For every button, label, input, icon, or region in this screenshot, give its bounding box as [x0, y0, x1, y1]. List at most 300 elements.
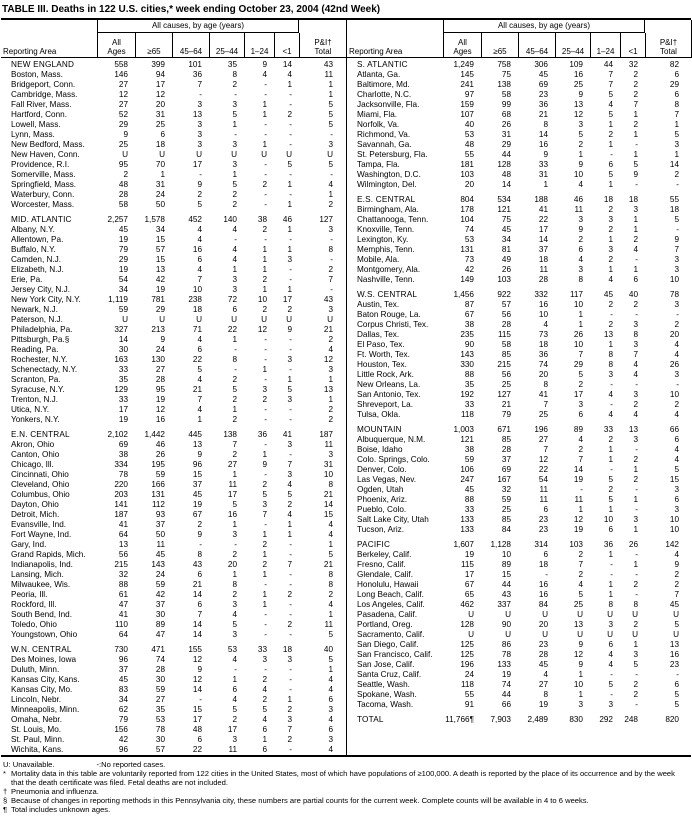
cell-value: 104 [460, 215, 474, 224]
cell-value: 48 [118, 180, 128, 189]
cell-value: 4 [197, 405, 202, 414]
cell-value: 2 [232, 715, 237, 724]
cell-value: 34 [155, 225, 165, 234]
cell-value: 1 [578, 320, 583, 329]
cell-value: 33 [118, 395, 128, 404]
cell-value: 9 [123, 130, 128, 139]
cell-value: 30 [155, 735, 165, 744]
cell-value: 7 [197, 275, 202, 284]
reporting-area-label: Cleveland, Ohio [11, 480, 70, 489]
table-row [347, 380, 692, 390]
cell-value: 3 [197, 130, 202, 139]
cell-value: 3 [197, 120, 202, 129]
cell-value: 47 [155, 630, 165, 639]
cell-value: 8 [328, 580, 333, 589]
region-section [347, 540, 692, 710]
cell-value: 5 [328, 655, 333, 664]
cell-value: 89 [501, 560, 511, 569]
cell-value: 20 [155, 100, 165, 109]
section-total-row [347, 195, 692, 205]
reporting-area-label: El Paso, Tex. [357, 340, 405, 349]
cell-value: 18 [155, 140, 165, 149]
cell-value: 2 [674, 170, 679, 179]
cell-value: U [673, 610, 679, 619]
cell-value: 3 [608, 700, 613, 709]
cell-value: 1 [633, 265, 638, 274]
cell-value: - [289, 450, 292, 459]
cell-value: 7 [197, 395, 202, 404]
cell-value: 9 [197, 530, 202, 539]
footnote-marker: § [3, 796, 8, 805]
cell-value: 2 [287, 590, 292, 599]
cell-value: 5 [578, 370, 583, 379]
reporting-area-label: Providence, R.I. [11, 160, 70, 169]
cell-value: 18 [628, 195, 638, 204]
cell-value: 15 [155, 235, 165, 244]
cell-value: 238 [188, 295, 202, 304]
cell-value: - [676, 180, 679, 189]
cell-value: 4 [232, 695, 237, 704]
cell-value: 241 [460, 80, 474, 89]
cell-value: 5 [674, 620, 679, 629]
cell-value: 1 [633, 150, 638, 159]
reporting-area-label: Colo. Springs, Colo. [357, 455, 430, 464]
cell-value: 91 [464, 700, 474, 709]
cell-value: 7 [287, 560, 292, 569]
cell-value: 4 [262, 685, 267, 694]
cell-value: 27 [155, 365, 165, 374]
cell-value: 117 [569, 290, 583, 299]
table-row [347, 600, 692, 610]
region-section [347, 290, 692, 420]
cell-value: 5 [232, 385, 237, 394]
cell-value: 2 [633, 475, 638, 484]
column-header-label: 45–64 [179, 47, 203, 56]
cell-value: 19 [118, 235, 128, 244]
cell-value: - [264, 235, 267, 244]
cell-value: 48 [501, 170, 511, 179]
cell-value: 3 [287, 440, 292, 449]
cell-value: 10 [257, 295, 267, 304]
cell-value: 8 [232, 70, 237, 79]
cell-value: 5 [674, 700, 679, 709]
cell-value: 1 [608, 340, 613, 349]
reporting-area-label: Tucson, Ariz. [357, 525, 405, 534]
cell-value: 196 [460, 660, 474, 669]
footnote-legend [3, 760, 689, 769]
cell-value: 6 [232, 305, 237, 314]
reporting-area-label: Syracuse, N.Y. [11, 385, 65, 394]
cell-value: U [577, 630, 583, 639]
cell-value: 3 [633, 205, 638, 214]
cell-value: 48 [192, 725, 202, 734]
cell-value: 167 [497, 475, 511, 484]
cell-value: 5 [608, 110, 613, 119]
table-row [1, 685, 346, 695]
cell-value: 3 [287, 655, 292, 664]
cell-value: 29 [155, 305, 165, 314]
cell-value: 4 [674, 550, 679, 559]
cell-value: 9 [160, 335, 165, 344]
cell-value: - [289, 600, 292, 609]
header-blank-cell [347, 20, 443, 33]
table-row [1, 160, 346, 170]
cell-value: 4 [608, 660, 613, 669]
reporting-area-label: Camden, N.J. [11, 255, 62, 264]
cell-value: 2 [197, 190, 202, 199]
cell-value: 2 [232, 375, 237, 384]
cell-value: 1 [287, 200, 292, 209]
cell-value: 74 [464, 225, 474, 234]
reporting-area-label: Albany, N.Y. [11, 225, 55, 234]
cell-value: U [505, 610, 511, 619]
column-header-all-ages [443, 33, 481, 57]
cell-value: 2 [232, 190, 237, 199]
cell-value: 16 [669, 650, 679, 659]
cell-value: 9 [633, 170, 638, 179]
cell-value: 4 [608, 410, 613, 419]
cell-value: 26 [669, 360, 679, 369]
cell-value: 59 [118, 305, 128, 314]
cell-value: 14 [538, 130, 548, 139]
table-row [347, 140, 692, 150]
cell-value: 5 [608, 680, 613, 689]
cell-value: 67 [192, 510, 202, 519]
reporting-area-label: Trenton, N.J. [11, 395, 59, 404]
column-header-reporting-area [347, 33, 443, 57]
cell-value: 8 [578, 275, 583, 284]
cell-value: 247 [460, 475, 474, 484]
cell-value: 5 [608, 495, 613, 504]
cell-value: 26 [501, 265, 511, 274]
cell-value: 2 [328, 590, 333, 599]
cell-value: 40 [323, 645, 333, 654]
cell-value: 248 [624, 715, 638, 724]
cell-value: - [264, 405, 267, 414]
cell-value: 17 [573, 390, 583, 399]
cell-value: 26 [501, 120, 511, 129]
table-row [1, 225, 346, 235]
cell-value: 45 [118, 225, 128, 234]
cell-value: U [159, 315, 165, 324]
cell-value: 15 [155, 255, 165, 264]
cell-value: 14 [501, 180, 511, 189]
cell-value: 56 [501, 310, 511, 319]
table-row [1, 530, 346, 540]
cell-value: 7 [543, 400, 548, 409]
cell-value: 18 [282, 645, 292, 654]
cell-value: 2 [608, 225, 613, 234]
cell-value: 462 [460, 600, 474, 609]
table-row [347, 630, 692, 640]
cell-value: 82 [669, 60, 679, 69]
table-row [1, 665, 346, 675]
cell-value: 56 [118, 550, 128, 559]
cell-value: 1 [328, 610, 333, 619]
cell-value: 25 [573, 80, 583, 89]
cell-value: 1 [608, 445, 613, 454]
cell-value: 42 [155, 590, 165, 599]
reporting-area-label: Milwaukee, Wis. [11, 580, 71, 589]
cell-value: 61 [118, 590, 128, 599]
cell-value: 1 [578, 670, 583, 679]
cell-value: 48 [464, 140, 474, 149]
cell-value: 7 [197, 610, 202, 619]
cell-value: 14 [192, 630, 202, 639]
deaths-table [1, 18, 691, 757]
cell-value: 1 [674, 120, 679, 129]
cell-value: - [234, 540, 237, 549]
cell-value: 6 [328, 695, 333, 704]
cell-value: 13 [192, 110, 202, 119]
cell-value: 8 [608, 600, 613, 609]
reporting-area-label: Los Angeles, Calif. [357, 600, 425, 609]
cell-value: 3 [633, 650, 638, 659]
cell-value: 19 [118, 265, 128, 274]
cell-value: 1 [262, 255, 267, 264]
cell-value: 235 [460, 330, 474, 339]
cell-value: 131 [460, 245, 474, 254]
cell-value: 27 [538, 680, 548, 689]
cell-value: 14 [538, 235, 548, 244]
table-row [347, 320, 692, 330]
table-row [1, 490, 346, 500]
cell-value: 203 [114, 490, 128, 499]
cell-value: 9 [197, 180, 202, 189]
cell-value: 67 [464, 310, 474, 319]
cell-value: 12 [573, 515, 583, 524]
cell-value: U [542, 610, 548, 619]
cell-value: 29 [118, 255, 128, 264]
cell-value: 20 [538, 370, 548, 379]
cell-value: 88 [464, 370, 474, 379]
reporting-area-label: Columbus, Ohio [11, 490, 70, 499]
cell-value: 67 [464, 580, 474, 589]
cell-value: 53 [464, 130, 474, 139]
cell-value: 1 [608, 235, 613, 244]
cell-value: 84 [538, 600, 548, 609]
table-row [347, 670, 692, 680]
cell-value: 26 [155, 450, 165, 459]
column-header-label: P&I† [314, 38, 332, 47]
cell-value: 62 [118, 705, 128, 714]
table-row [1, 520, 346, 530]
cell-value: 33 [464, 400, 474, 409]
reporting-area-label: New York City, N.Y. [11, 295, 81, 304]
cell-value: - [264, 520, 267, 529]
cell-value: 8 [328, 245, 333, 254]
cell-value: - [676, 670, 679, 679]
reporting-area-label: Long Beach, Calif. [357, 590, 424, 599]
cell-value: 44 [603, 60, 613, 69]
cell-value: 10 [323, 470, 333, 479]
cell-value: - [289, 345, 292, 354]
cell-value: 4 [674, 445, 679, 454]
cell-value: 21 [538, 110, 548, 119]
reporting-area-label: Austin, Tex. [357, 300, 400, 309]
table-row [347, 90, 692, 100]
cell-value: 1 [608, 120, 613, 129]
cell-value: 5 [328, 110, 333, 119]
cell-value: 3 [578, 120, 583, 129]
cell-value: 31 [323, 460, 333, 469]
cell-value: 21 [192, 385, 202, 394]
cell-value: - [264, 200, 267, 209]
cell-value: 46 [282, 215, 292, 224]
cell-value: - [264, 440, 267, 449]
cell-value: 27 [118, 100, 128, 109]
cell-value: 20 [669, 330, 679, 339]
reporting-area-label: E.N. CENTRAL [11, 430, 70, 439]
cell-value: 2 [232, 450, 237, 459]
cell-value: 90 [464, 340, 474, 349]
section-total-row [1, 60, 346, 70]
cell-value: 86 [501, 640, 511, 649]
reporting-area-label: Gary, Ind. [11, 540, 47, 549]
cell-value: 12 [573, 110, 583, 119]
table-row [1, 285, 346, 295]
cell-value: 45 [464, 485, 474, 494]
cell-value: 1 [160, 170, 165, 179]
cell-value: 11 [574, 495, 583, 504]
cell-value: 13 [323, 385, 333, 394]
cell-value: U [231, 150, 237, 159]
cell-value: 22 [192, 355, 202, 364]
cell-value: 10 [501, 550, 511, 559]
cell-value: 133 [460, 515, 474, 524]
reporting-area-label: Rockford, Ill. [11, 600, 57, 609]
cell-value: 14 [192, 620, 202, 629]
table-row [347, 235, 692, 245]
table-header-right [347, 20, 692, 58]
table-row [1, 725, 346, 735]
cell-value: 1 [262, 365, 267, 374]
column-header-label: 1–24 [250, 47, 269, 56]
cell-value: 6 [674, 90, 679, 99]
reporting-area-label: Lowell, Mass. [11, 120, 61, 129]
cell-value: 18 [538, 560, 548, 569]
cell-value: 2 [578, 140, 583, 149]
cell-value: 32 [628, 60, 638, 69]
cell-value: 78 [118, 470, 128, 479]
cell-value: 90 [501, 620, 511, 629]
cell-value: 14 [573, 465, 583, 474]
column-header-label: <1 [628, 47, 638, 56]
cell-value: 6 [262, 725, 267, 734]
cell-value: 4 [328, 685, 333, 694]
cell-value: 23 [538, 90, 548, 99]
table-row [347, 495, 692, 505]
cell-value: 1 [608, 265, 613, 274]
cell-value: 6 [578, 245, 583, 254]
cell-value: 59 [155, 470, 165, 479]
reporting-area-label: Miami, Fla. [357, 110, 398, 119]
reporting-area-label: Baton Rouge, La. [357, 310, 421, 319]
cell-value: 1 [287, 80, 292, 89]
cell-value: 21 [323, 325, 333, 334]
reporting-area-label: Sacramento, Calif. [357, 630, 425, 639]
cell-value: 30 [118, 345, 128, 354]
cell-value: 2 [633, 690, 638, 699]
cell-value: 45 [538, 70, 548, 79]
cell-value: 178 [460, 205, 474, 214]
cell-value: 75 [501, 215, 511, 224]
cell-value: 7 [674, 110, 679, 119]
cell-value: 192 [460, 390, 474, 399]
cell-value: 7 [287, 725, 292, 734]
cell-value: 17 [538, 225, 548, 234]
reporting-area-label: Bridgeport, Conn. [11, 80, 76, 89]
cell-value: 3 [608, 245, 613, 254]
cell-value: 15 [192, 705, 202, 714]
section-total-row [1, 645, 346, 655]
cell-value: 145 [460, 70, 474, 79]
reporting-area-label: Portland, Oreg. [357, 620, 413, 629]
cell-value: 57 [501, 300, 511, 309]
cell-value: 4 [232, 245, 237, 254]
cell-value: 17 [227, 490, 237, 499]
cell-value: - [635, 485, 638, 494]
table-row [347, 340, 692, 350]
cell-value: 3 [608, 215, 613, 224]
table-row [347, 310, 692, 320]
cell-value: 13 [573, 620, 583, 629]
cell-value: 15 [192, 470, 202, 479]
cell-value: 1 [633, 225, 638, 234]
cell-value: 155 [188, 645, 202, 654]
cell-value: U [286, 150, 292, 159]
reporting-area-label: New Haven, Conn. [11, 150, 80, 159]
cell-value: 17 [227, 725, 237, 734]
reporting-area-label: Tampa, Fla. [357, 160, 400, 169]
cell-value: 45 [501, 225, 511, 234]
table-row [1, 620, 346, 630]
cell-value: 1 [262, 530, 267, 539]
cell-value: 7 [328, 275, 333, 284]
table-row [1, 190, 346, 200]
cell-value: 5 [197, 365, 202, 374]
cell-value: 6 [262, 745, 267, 754]
cell-value: 87 [464, 300, 474, 309]
cell-value: 33 [538, 160, 548, 169]
reporting-area-label: Honolulu, Hawaii [357, 580, 419, 589]
cell-value: 143 [460, 350, 474, 359]
cell-value: 43 [501, 590, 511, 599]
cell-value: 88 [464, 495, 474, 504]
cell-value: 37 [155, 520, 165, 529]
cell-value: 2 [262, 225, 267, 234]
table-row [347, 410, 692, 420]
cell-value: 4 [287, 510, 292, 519]
cell-value: 53 [155, 715, 165, 724]
cell-value: 166 [151, 480, 165, 489]
cell-value: 57 [155, 245, 165, 254]
cell-value: 25 [155, 120, 165, 129]
cell-value: 2 [232, 415, 237, 424]
cell-value: 133 [497, 660, 511, 669]
cell-value: 149 [460, 275, 474, 284]
reporting-area-label: Baltimore, Md. [357, 80, 410, 89]
cell-value: - [289, 335, 292, 344]
cell-value: 73 [538, 330, 548, 339]
table-row [347, 130, 692, 140]
cell-value: 24 [155, 190, 165, 199]
cell-value: 13 [669, 640, 679, 649]
cell-value: 13 [628, 425, 638, 434]
cell-value: 30 [155, 610, 165, 619]
reporting-area-label: Omaha, Nebr. [11, 715, 62, 724]
cell-value: 121 [460, 435, 474, 444]
